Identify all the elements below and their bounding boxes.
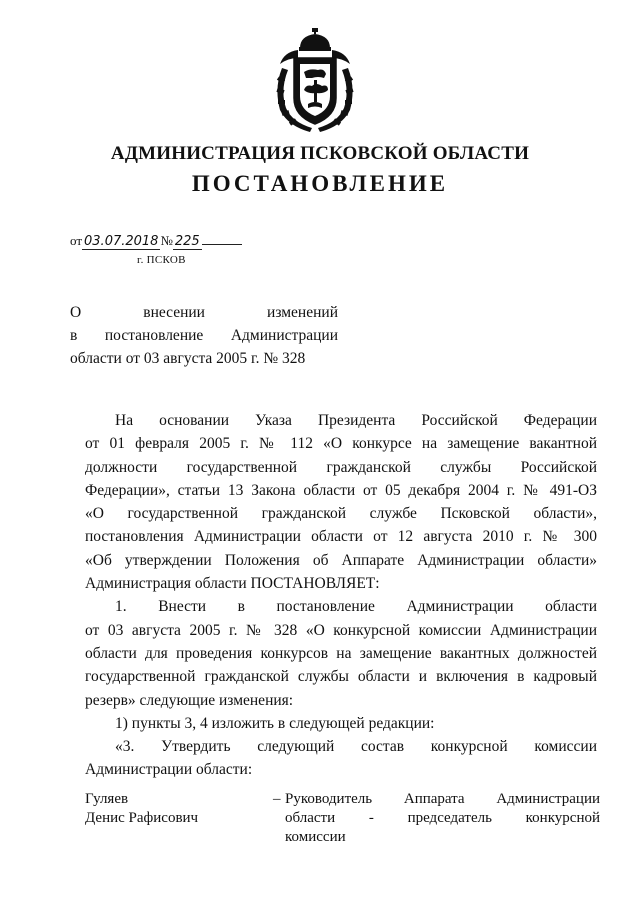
role-line: Руководитель Аппарата Администрации [285, 791, 600, 807]
member-name [85, 790, 265, 828]
body-line: Администрации области: [85, 761, 253, 779]
member-dash: – [273, 791, 281, 807]
body-line: от 01 февраля 2005 г. № 112 «О конкурсе на замещение вакантной [85, 435, 597, 453]
body-line: государственной гражданской службы области и включения в кадровый [85, 668, 597, 686]
member-surname: Гуляев [85, 791, 129, 807]
document-type-title: ПОСТАНОВЛЕНИЕ [191, 171, 449, 196]
subject-line: в постановление Администрации [70, 327, 338, 344]
document-subject [70, 301, 338, 370]
role-line: комиссии [285, 829, 346, 845]
body-line: постановления Администрации области от 12 августа 2010 г. № 300 [85, 528, 597, 546]
body-line: 1) пункты 3, 4 изложить в следующей редакции: [115, 714, 435, 732]
body-line: резерв» следующие изменения: [85, 691, 294, 709]
body-line: Федерации», статьи 13 Закона области от 05 декабря 2004 г. № 491-ОЗ [85, 481, 597, 499]
document-meta-line [70, 233, 242, 250]
document-date: 03.07.2018 [84, 234, 159, 249]
number-underline [202, 244, 242, 245]
document-body [85, 409, 597, 782]
body-line: «3. Утвердить следующий состав конкурсной комиссии [115, 738, 597, 756]
document-city: г. ПСКОВ [137, 254, 186, 266]
date-prefix: от [70, 233, 83, 248]
subject-line: области от 03 августа 2005 г. № 328 [70, 350, 306, 367]
body-line: области для проведения конкурсов на замещение вакантных должностей [85, 644, 597, 662]
number-prefix: № [160, 233, 173, 248]
body-line: от 03 августа 2005 г. № 328 «О конкурсной комиссии Администрации [85, 621, 597, 639]
coat-of-arms-icon [274, 28, 356, 136]
organization-title: АДМИНИСТРАЦИЯ ПСКОВСКОЙ ОБЛАСТИ [110, 143, 530, 164]
subject-line: О внесении изменений [70, 304, 338, 321]
member-given-names: Денис Рафисович [85, 810, 199, 826]
role-line: области - председатель конкурсной [285, 810, 600, 826]
body-line: «Об утверждении Положения об Аппарате Администрации области» [85, 551, 597, 569]
body-line: должности государственной гражданской службы Российской [85, 458, 597, 476]
body-line: На основании Указа Президента Российской Федерации [115, 412, 597, 429]
body-line: 1. Внести в постановление Администрации области [115, 598, 597, 616]
body-line: «О государственной гражданской службе Псковской области», [85, 505, 597, 523]
member-role [285, 790, 600, 847]
document-number: 225 [174, 234, 200, 249]
body-line: Администрация области ПОСТАНОВЛЯЕТ: [85, 575, 380, 593]
